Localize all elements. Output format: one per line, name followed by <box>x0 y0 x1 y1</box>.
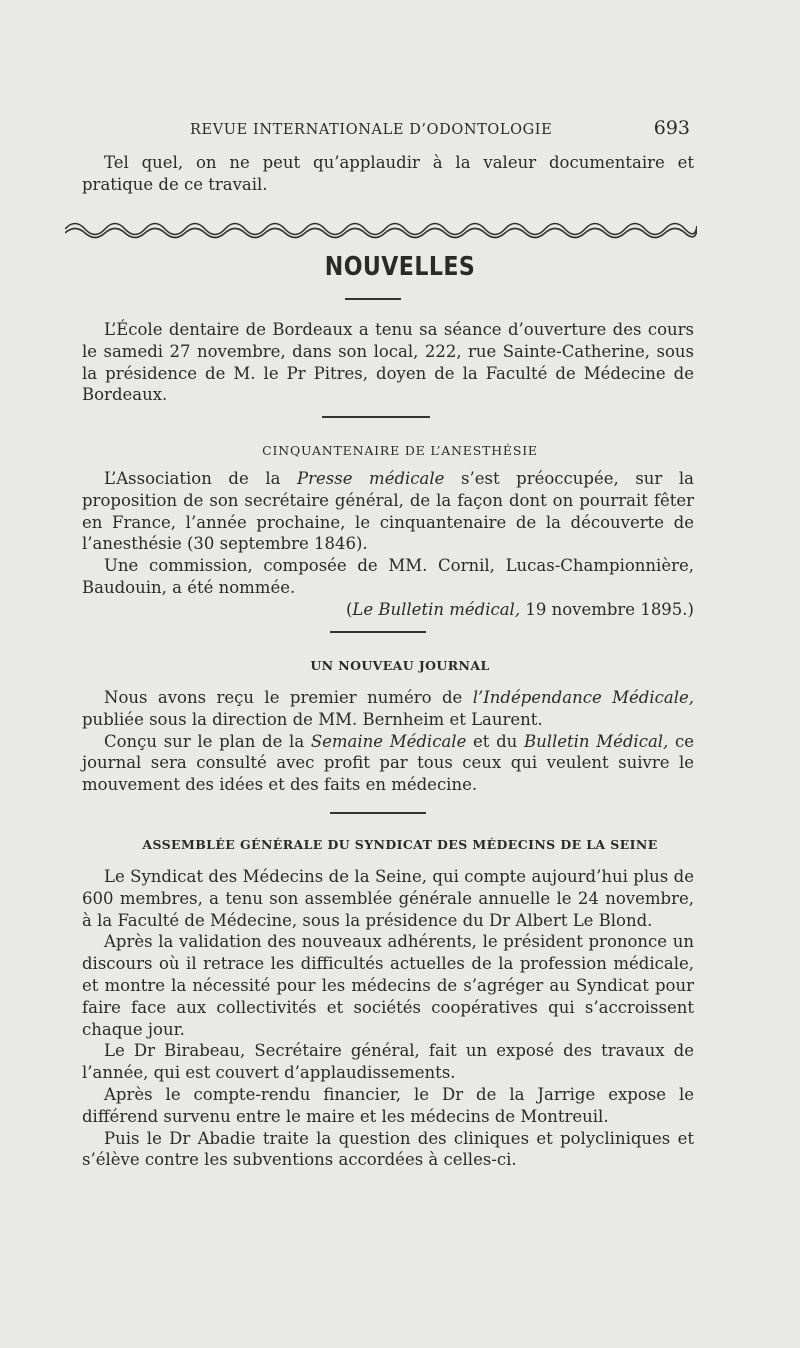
page-header <box>190 117 690 139</box>
journal-paragraph-1: Nous avons reçu le premier numéro de l’Indépendance Médicale, publiée sous la direction de MM. Bernheim et Laurent. <box>82 688 694 729</box>
section-title-journal: UN NOUVEAU JOURNAL <box>310 658 490 673</box>
main-title: NOUVELLES <box>324 252 476 282</box>
journal-text <box>82 687 694 796</box>
title-rule <box>345 298 401 300</box>
syndicat-paragraph-4: Après le compte-rendu financier, le Dr de la Jarrige expose le différend survenu entre le maire et les médecins de Montreuil. <box>82 1084 694 1126</box>
intro-text <box>82 152 694 196</box>
page-number: 693 <box>653 117 690 139</box>
syndicat-paragraph-2: Après la validation des nouveaux adhérents, le président prononce un discours où il retrace les difficultés actuelles de la profession médicale, et montre la nécessité pour les médecins de s’agréger au Syndicat pour faire face aux collectivités et sociétés coopératives qui s’accroissent chaque jour. <box>82 932 694 1039</box>
section-title-anesthesie: CINQUANTENAIRE DE L’ANESTHÉSIE <box>262 443 538 458</box>
anesthesie-text <box>82 468 694 621</box>
syndicat-paragraph-1: Le Syndicat des Médecins de la Seine, qui compte aujourd’hui plus de 600 membres, a tenu son assemblée générale annuelle le 24 novembre, à la Faculté de Médecine, sous la présidence du Dr Albert Le Blond. <box>82 867 694 930</box>
anesthesie-paragraph-2: Une commission, composée de MM. Cornil, Lucas-Championnière, Baudouin, a été nommée. <box>82 556 694 597</box>
section-rule-3 <box>330 812 426 814</box>
intro-paragraph: Tel quel, on ne peut qu’applaudir à la valeur documentaire et pratique de ce travail. <box>82 153 694 194</box>
running-title: REVUE INTERNATIONALE D’ODONTOLOGIE <box>190 122 553 138</box>
section-rule-2 <box>330 631 426 633</box>
section-title-syndicat: ASSEMBLÉE GÉNÉRALE DU SYNDICAT DES MÉDECINS DE LA SEINE <box>142 837 658 852</box>
syndicat-paragraph-5: Puis le Dr Abadie traite la question des cliniques et polycliniques et s’élève contre les subventions accordées à celles-ci. <box>82 1128 694 1170</box>
journal-paragraph-2: Conçu sur le plan de la Semaine Médicale et du Bulletin Médical, ce journal sera consulté avec profit par tous ceux qui veulent suivre le mouvement des idées et des faits en médecine. <box>82 731 694 795</box>
anesthesie-source: (Le Bulletin médical, 19 novembre 1895.) <box>345 599 694 619</box>
anesthesie-paragraph-1: L’Association de la Presse médicale s’est préoccupée, sur la proposition de son secrétaire général, de la façon dont on pourrait fêter en France, l’année prochaine, le cinquantenaire de la découverte de l’anesthésie (30 septembre 1846). <box>82 469 695 554</box>
section-rule-1 <box>322 416 430 418</box>
syndicat-text <box>82 866 694 1171</box>
ornament-border <box>65 216 697 242</box>
bordeaux-paragraph: L’École dentaire de Bordeaux a tenu sa séance d’ouverture des cours le samedi 27 novembre, dans son local, 222, rue Sainte-Catherine, sous la présidence de M. le Pr Pitres, doyen de la Faculté de Médecine de Bordeaux. <box>82 320 694 405</box>
syndicat-paragraph-3: Le Dr Birabeau, Secrétaire général, fait un exposé des travaux de l’année, qui est couvert d’applaudissements. <box>82 1041 694 1083</box>
bordeaux-text <box>82 319 694 406</box>
